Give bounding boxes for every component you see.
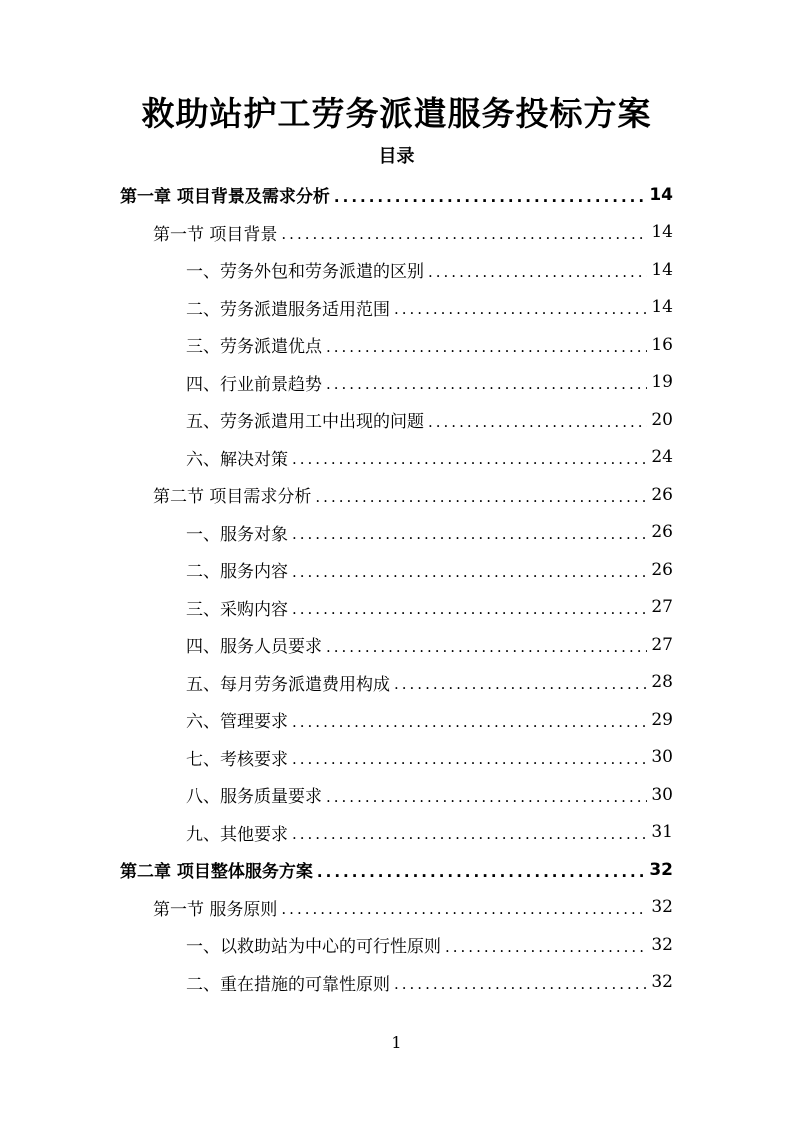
toc-dot-leader [326,637,647,657]
toc-dot-leader [292,749,647,769]
toc-dot-leader [315,487,647,507]
toc-entry-page: 32 [651,972,673,993]
toc-section-entry[interactable] [0,889,793,927]
toc-entry-label: 第一节 服务原则 [153,899,278,920]
toc-dot-leader [281,899,647,919]
toc-dot-leader [292,524,647,544]
toc-chapter-entry[interactable] [0,176,793,214]
toc-entry-label: 四、行业前景趋势 [186,374,322,395]
toc-entry-page: 30 [651,747,673,768]
toc-entry-page: 30 [651,784,673,805]
toc-entry-label: 第二章 项目整体服务方案 [120,862,313,883]
toc-item-entry[interactable] [0,364,793,402]
toc-item-entry[interactable] [0,776,793,814]
toc-entry-page: 32 [651,897,673,918]
toc-item-entry[interactable] [0,589,793,627]
toc-entry-page: 24 [651,447,673,468]
toc-entry-label: 第二节 项目需求分析 [153,487,312,508]
toc-entry-page: 26 [651,522,673,543]
toc-item-entry[interactable] [0,814,793,852]
toc-item-entry[interactable] [0,289,793,327]
toc-entry-label: 七、考核要求 [186,749,288,770]
toc-item-entry[interactable] [0,664,793,702]
toc-dot-leader [428,262,647,282]
toc-entry-label: 二、服务内容 [186,562,288,583]
toc-item-entry[interactable] [0,439,793,477]
toc-dot-leader [317,862,645,882]
toc-item-entry[interactable] [0,926,793,964]
toc-dot-leader [292,712,647,732]
toc-dot-leader [292,449,647,469]
toc-dot-leader [292,562,647,582]
toc-entry-label: 一、劳务外包和劳务派遣的区别 [186,262,424,283]
toc-entry-label: 三、劳务派遣优点 [186,337,322,358]
toc-item-entry[interactable] [0,964,793,1002]
toc-dot-leader [394,299,647,319]
toc-entry-label: 第一节 项目背景 [153,224,278,245]
toc-dot-leader [394,974,647,994]
toc-entry-page: 16 [651,334,673,355]
toc-entry-page: 14 [651,259,673,280]
toc-item-entry[interactable] [0,739,793,777]
toc-entry-page: 20 [651,409,673,430]
toc-entry-page: 29 [651,709,673,730]
document-title: 救助站护工劳务派遣服务投标方案 [141,94,652,133]
toc-section-entry[interactable] [0,214,793,252]
toc-entry-label: 四、服务人员要求 [186,637,322,658]
toc-entry-label: 一、服务对象 [186,524,288,545]
toc-entry-page: 26 [651,484,673,505]
toc-entry-label: 九、其他要求 [186,824,288,845]
toc-entry-page: 27 [651,634,673,655]
toc-dot-leader [326,787,647,807]
toc-entry-label: 五、每月劳务派遣费用构成 [186,674,390,695]
toc-item-entry[interactable] [0,701,793,739]
toc-item-entry[interactable] [0,326,793,364]
toc-entry-page: 31 [651,822,673,843]
table-of-contents [0,176,793,1001]
toc-dot-leader [394,674,647,694]
toc-item-entry[interactable] [0,401,793,439]
toc-dot-leader [292,599,647,619]
toc-entry-label: 第一章 项目背景及需求分析 [120,187,330,208]
toc-entry-page: 26 [651,559,673,580]
toc-dot-leader [292,824,647,844]
toc-heading: 目录 [378,146,415,167]
toc-entry-page: 14 [651,222,673,243]
toc-chapter-entry[interactable] [0,851,793,889]
toc-entry-page: 28 [651,672,673,693]
toc-entry-label: 五、劳务派遣用工中出现的问题 [186,412,424,433]
toc-item-entry[interactable] [0,626,793,664]
toc-entry-label: 三、采购内容 [186,599,288,620]
page-number: 1 [391,1033,402,1052]
toc-dot-leader [326,337,647,357]
toc-entry-label: 八、服务质量要求 [186,787,322,808]
toc-item-entry[interactable] [0,514,793,552]
toc-item-entry[interactable] [0,551,793,589]
toc-entry-page: 32 [651,934,673,955]
toc-dot-leader [281,224,647,244]
toc-entry-page: 14 [649,184,673,205]
toc-dot-leader [334,187,645,207]
toc-entry-page: 19 [651,372,673,393]
toc-entry-label: 六、管理要求 [186,712,288,733]
toc-entry-label: 一、以救助站为中心的可行性原则 [186,937,441,958]
toc-section-entry[interactable] [0,476,793,514]
toc-dot-leader [428,412,647,432]
toc-entry-label: 二、劳务派遣服务适用范围 [186,299,390,320]
toc-entry-label: 六、解决对策 [186,449,288,470]
toc-dot-leader [326,374,647,394]
toc-dot-leader [445,937,647,957]
toc-entry-page: 27 [651,597,673,618]
toc-item-entry[interactable] [0,251,793,289]
toc-entry-page: 32 [649,859,673,880]
toc-entry-label: 二、重在措施的可靠性原则 [186,974,390,995]
toc-entry-page: 14 [651,297,673,318]
